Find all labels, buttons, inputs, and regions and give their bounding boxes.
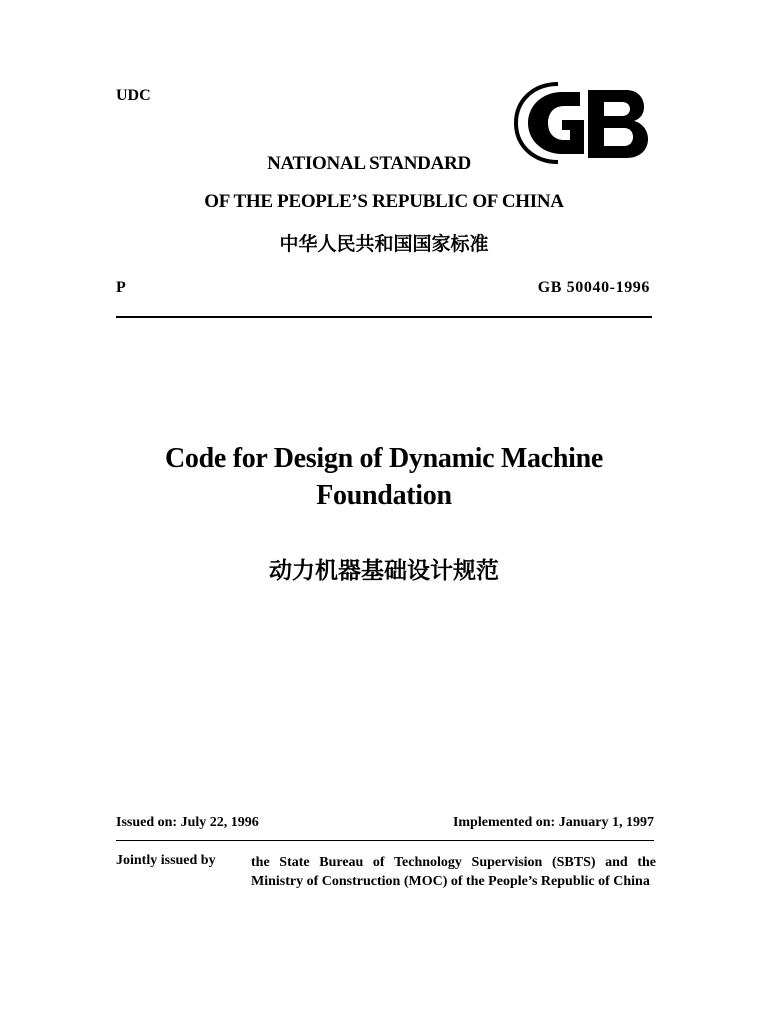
gb-logo: [514, 82, 650, 164]
footer-divider: [116, 840, 654, 841]
classification-code: P: [116, 279, 126, 296]
implemented-date: Implemented on: January 1, 1997: [452, 815, 654, 830]
issuer-label: Jointly issued by: [116, 853, 216, 868]
document-title: Code for Design of Dynamic Machine Foundation: [164, 443, 604, 511]
standard-title-line2: OF THE PEOPLE’S REPUBLIC OF CHINA: [204, 191, 564, 212]
document-title-chinese: 动力机器基础设计规范: [269, 558, 499, 584]
udc-label: UDC: [116, 87, 151, 104]
standard-title-line1: NATIONAL STANDARD: [267, 153, 471, 174]
header-divider: [116, 316, 652, 318]
issuer-text: the State Bureau of Technology Supervision (SBTS) and the Ministry of Construction (MOC) of the People’s Republic of China: [251, 855, 656, 889]
issued-date: Issued on: July 22, 1996: [116, 815, 259, 830]
standard-title-chinese: 中华人民共和国国家标准: [279, 233, 489, 255]
standard-number: GB 50040-1996: [537, 279, 650, 296]
